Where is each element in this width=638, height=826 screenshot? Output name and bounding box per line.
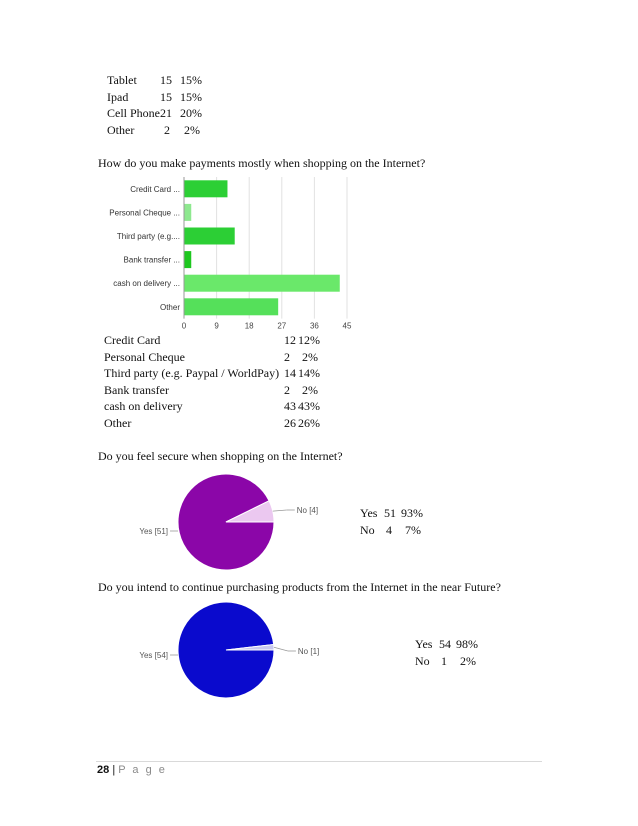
table-row: [104, 349, 320, 366]
table-cell-label: Yes: [360, 506, 378, 520]
table-cell-pct: 20%: [180, 106, 202, 120]
table-row: [107, 89, 202, 106]
bar: [184, 180, 227, 197]
table-cell-label: Tablet: [107, 73, 137, 87]
footer-divider: [96, 761, 542, 762]
table-cell-count: 12: [284, 333, 296, 347]
slice-label: No [1]: [297, 647, 320, 656]
table-cell-pct: 14%: [298, 366, 320, 380]
bar: [184, 228, 235, 245]
continue-pie-chart: [120, 602, 340, 727]
table-row: [415, 636, 478, 653]
tick-label: 45: [342, 321, 352, 331]
table-cell-pct: 2%: [184, 122, 200, 137]
page-footer: [97, 764, 167, 776]
table-row: [104, 415, 320, 432]
table-row: [104, 398, 320, 415]
tick-label: 27: [277, 321, 287, 331]
table-cell-pct: 43%: [298, 399, 320, 413]
table-cell-count: 14: [284, 366, 296, 380]
table-cell-count: 43: [284, 399, 296, 413]
question-secure: Do you feel secure when shopping on the Internet?: [98, 449, 343, 463]
table-cell-label: Bank transfer: [104, 382, 169, 397]
category-label: Credit Card ...: [130, 184, 180, 194]
tick-label: 18: [244, 321, 254, 331]
table-cell-label: Third party (e.g. Paypal / WorldPay): [104, 366, 280, 380]
table-cell-count: 2: [284, 349, 290, 364]
table-row: [104, 365, 320, 382]
table-cell-label: Cell Phone: [107, 106, 160, 120]
table-cell-pct: 15%: [180, 89, 202, 104]
tick-label: 0: [181, 321, 187, 331]
table-cell-count: 2: [284, 382, 290, 397]
table-cell-label: Yes: [415, 637, 433, 651]
table-cell-pct: 12%: [298, 333, 320, 347]
table-cell-count: 15: [160, 73, 172, 87]
page-number: 28: [97, 764, 110, 776]
table-cell-count: 4: [386, 522, 392, 537]
table-row: [104, 382, 320, 399]
table-cell-pct: 26%: [298, 415, 320, 430]
table-cell-count: 21: [160, 106, 172, 120]
bar: [184, 204, 191, 221]
table-cell-count: 15: [160, 89, 172, 104]
slice-label: Yes [51]: [139, 527, 168, 536]
table-cell-pct: 2%: [302, 382, 318, 397]
table-cell-count: 1: [441, 653, 447, 668]
table-cell-pct: 2%: [460, 653, 476, 668]
table-cell-label: No: [360, 522, 375, 537]
table-row: [415, 653, 478, 670]
footer-separator: |: [112, 764, 116, 776]
table-row: [360, 505, 423, 522]
table-cell-label: No: [415, 653, 430, 668]
category-label: Other: [159, 302, 180, 312]
table-cell-count: 54: [439, 637, 451, 651]
table-row: [104, 332, 320, 349]
question-payment: How do you make payments mostly when shopping on the Internet?: [98, 156, 426, 170]
bar: [184, 275, 340, 292]
table-cell-label: Other: [107, 122, 135, 137]
continue-table: [415, 636, 478, 669]
payment-bar-chart: [90, 172, 365, 332]
table-cell-pct: 93%: [401, 506, 423, 520]
table-cell-pct: 98%: [456, 637, 478, 651]
bar: [184, 298, 278, 315]
page-label: P a g e: [118, 764, 167, 776]
device-table: [107, 72, 202, 138]
table-row: [107, 72, 202, 89]
table-row: [107, 122, 202, 139]
category-label: Personal Cheque ...: [109, 208, 180, 218]
table-cell-label: Other: [104, 415, 132, 430]
tick-label: 9: [214, 321, 219, 331]
slice-label: Yes [54]: [139, 651, 168, 660]
table-cell-label: Credit Card: [104, 333, 161, 347]
table-cell-count: 26: [284, 415, 296, 430]
category-label: cash on delivery ...: [113, 279, 180, 289]
table-row: [360, 522, 423, 539]
table-cell-label: Ipad: [107, 89, 129, 104]
question-continue: Do you intend to continue purchasing products from the Internet in the near Future?: [98, 580, 501, 594]
table-cell-label: cash on delivery: [104, 399, 183, 413]
leader-line: [273, 510, 287, 511]
table-cell-count: 51: [384, 506, 396, 520]
bar: [184, 251, 191, 268]
tick-label: 36: [309, 321, 319, 331]
table-row: [107, 105, 202, 122]
secure-table: [360, 505, 423, 538]
leader-line: [274, 647, 288, 651]
slice-label: No [4]: [296, 506, 319, 515]
table-cell-pct: 2%: [302, 349, 318, 364]
table-cell-label: Personal Cheque: [104, 349, 185, 364]
table-cell-pct: 15%: [180, 73, 202, 87]
table-cell-pct: 7%: [405, 522, 421, 537]
category-label: Bank transfer ...: [123, 255, 180, 265]
category-label: Third party (e.g....: [116, 232, 180, 241]
payment-table: [104, 332, 320, 431]
table-cell-count: 2: [164, 122, 170, 137]
